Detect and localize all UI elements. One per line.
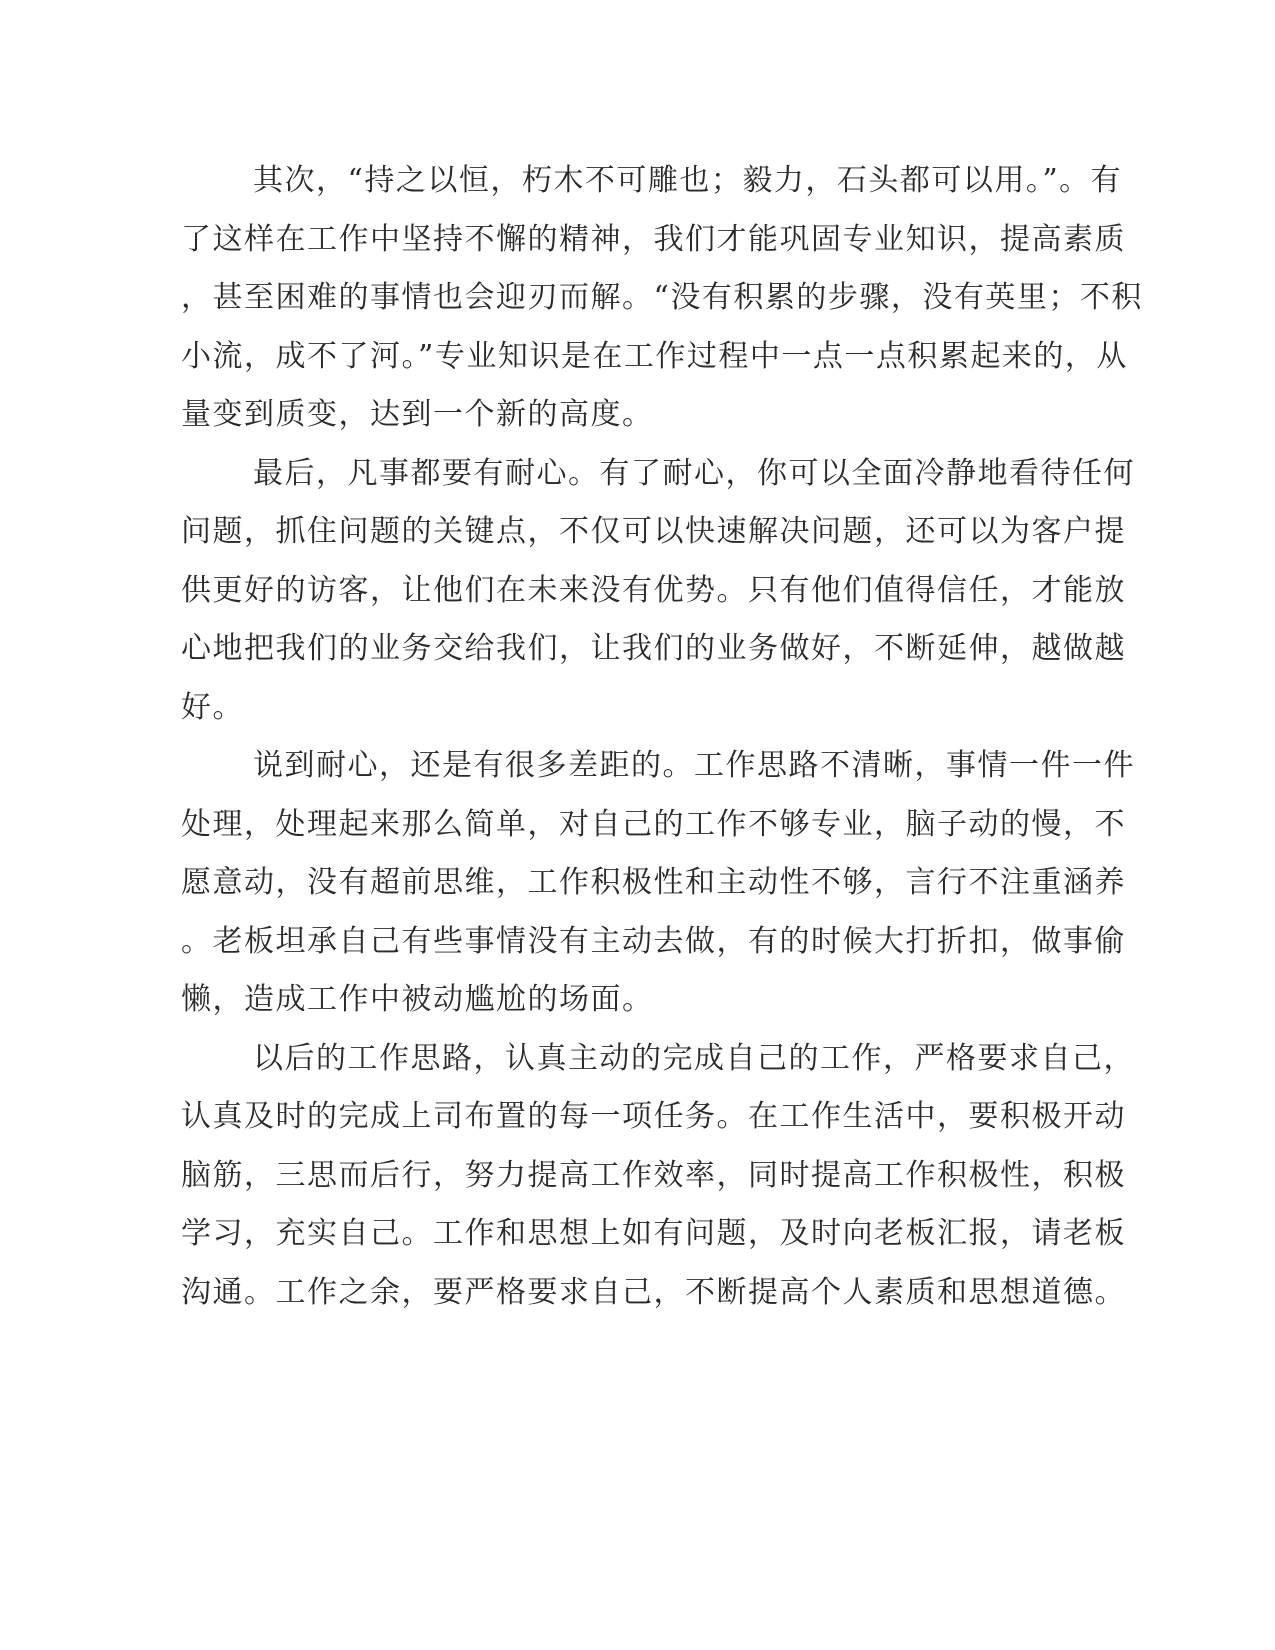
paragraph-line: 学习，充实自己。工作和思想上如有问题，及时向老板汇报，请老板 — [181, 1216, 1126, 1251]
paragraph-line: 愿意动，没有超前思维，工作积极性和主动性不够，言行不注重涵养 — [181, 865, 1126, 900]
paragraph-line: 问题，抓住问题的关键点，不仅可以快速解决问题，还可以为客户提 — [181, 514, 1126, 549]
paragraph-line: 了这样在工作中坚持不懈的精神，我们才能巩固专业知识，提高素质 — [181, 221, 1126, 257]
paragraph-line: 脑筋，三思而后行，努力提高工作效率，同时提高工作积极性，积极 — [181, 1157, 1126, 1193]
paragraph-line: 处理，处理起来那么简单，对自己的工作不够专业，脑子动的慢，不 — [181, 806, 1126, 842]
paragraph-line: 最后，凡事都要有耐心。有了耐心，你可以全面冷静地看待任何 — [253, 455, 1135, 491]
paragraph-4 — [181, 1030, 1135, 1323]
paragraph-line: 懒，造成工作中被动尴尬的场面。 — [181, 982, 654, 1017]
paragraph-line: 心地把我们的业务交给我们，让我们的业务做好，不断延伸，越做越 — [181, 631, 1126, 666]
paragraph-line: 以后的工作思路，认真主动的完成自己的工作，严格要求自己， — [253, 1040, 1135, 1076]
paragraph-line: 量变到质变，达到一个新的高度。 — [181, 397, 654, 432]
paragraph-line: 其次，“持之以恒，朽木不可雕也；毅力，石头都可以用。”。有 — [253, 163, 1123, 198]
paragraph-2 — [181, 445, 1135, 738]
paragraph-line: ，甚至困难的事情也会迎刃而解。“没有积累的步骤，没有英里；不积 — [181, 280, 1143, 315]
paragraph-line: 好。 — [181, 689, 244, 725]
paragraph-3 — [181, 737, 1135, 1030]
paragraph-line: 说到耐心，还是有很多差距的。工作思路不清晰，事情一件一件 — [253, 748, 1135, 783]
document-body — [181, 152, 1143, 1322]
paragraph-line: 认真及时的完成上司布置的每一项任务。在工作生活中，要积极开动 — [181, 1099, 1126, 1134]
paragraph-line: 。老板坦承自己有些事情没有主动去做，有的时候大打折扣，做事偷 — [181, 923, 1126, 959]
paragraph-line: 供更好的访客，让他们在未来没有优势。只有他们值得信任，才能放 — [181, 572, 1126, 608]
paragraph-1 — [181, 152, 1143, 445]
paragraph-line: 沟通。工作之余，要严格要求自己，不断提高个人素质和思想道德。 — [181, 1274, 1126, 1310]
paragraph-line: 小流，成不了河。”专业知识是在工作过程中一点一点积累起来的，从 — [181, 338, 1128, 374]
